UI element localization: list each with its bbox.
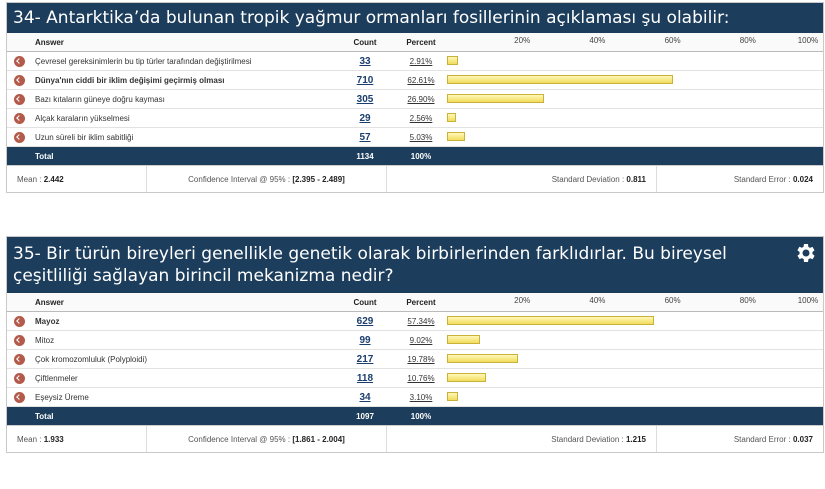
percent-value: 5.03% (409, 132, 433, 142)
percent-bar (447, 75, 673, 84)
percent-header: Percent (395, 293, 447, 312)
answer-header: Answer (31, 293, 335, 312)
percent-value: 3.10% (409, 392, 433, 402)
percent-bar (447, 113, 456, 122)
count-link[interactable]: 118 (356, 372, 374, 384)
answer-icon (14, 392, 25, 403)
answer-label: Çok kromozomluluk (Polyploidi) (31, 350, 335, 369)
answer-icon (14, 335, 25, 346)
question-panel-35 (6, 236, 824, 453)
confidence-interval-stat: Confidence Interval @ 95% : [1.861 - 2.004] (147, 426, 387, 452)
percent-bar (447, 354, 518, 363)
scale-tick-40: 40% (589, 296, 606, 305)
table-row (7, 331, 823, 350)
answer-label: Eşeysiz Üreme (31, 388, 335, 407)
total-label: Total (31, 407, 335, 426)
scale-header (447, 293, 823, 312)
scale-header (447, 33, 823, 52)
total-count: 1134 (335, 147, 395, 166)
count-header: Count (335, 33, 395, 52)
scale-tick-60: 60% (664, 36, 681, 45)
percent-bar (447, 56, 458, 65)
question-panel-34 (6, 2, 824, 193)
scale-tick-40: 40% (589, 36, 606, 45)
percent-value: 2.91% (409, 56, 433, 66)
percent-value: 62.61% (407, 75, 435, 85)
table-header-row (7, 293, 823, 312)
confidence-interval-stat: Confidence Interval @ 95% : [2.395 - 2.489] (147, 166, 387, 192)
count-link[interactable]: 710 (356, 74, 374, 86)
answer-label: Bazı kıtaların güneye doğru kayması (31, 90, 335, 109)
total-percent: 100% (395, 147, 447, 166)
total-row (7, 407, 823, 426)
count-link[interactable]: 217 (356, 353, 374, 365)
answer-label: Mitoz (31, 331, 335, 350)
count-link[interactable]: 57 (359, 131, 371, 143)
answer-icon (14, 373, 25, 384)
count-link[interactable]: 629 (356, 315, 374, 327)
answer-icon (14, 113, 25, 124)
scale-tick-100: 100% (797, 36, 819, 45)
answer-label: Mayoz (31, 312, 335, 331)
table-row (7, 388, 823, 407)
count-link[interactable]: 99 (359, 334, 371, 346)
answer-icon (14, 56, 25, 67)
mean-stat: Mean : 1.933 (7, 426, 147, 452)
answer-label: Uzun süreli bir iklim sabitliği (31, 128, 335, 147)
standard-error-stat: Standard Error : 0.024 (733, 174, 813, 184)
question-title (7, 3, 823, 33)
percent-value: 9.02% (409, 335, 433, 345)
percent-bar (447, 373, 486, 382)
answer-icon (14, 354, 25, 365)
results-table (7, 293, 823, 425)
answer-label: Çiftlenmeler (31, 369, 335, 388)
percent-bar (447, 392, 458, 401)
table-row (7, 109, 823, 128)
percent-value: 19.78% (407, 354, 435, 364)
statistics-bar (7, 165, 823, 192)
answer-header: Answer (31, 33, 335, 52)
answer-icon (14, 132, 25, 143)
percent-value: 2.56% (409, 113, 433, 123)
statistics-bar (7, 425, 823, 452)
table-header-row (7, 33, 823, 52)
answer-label: Alçak karaların yükselmesi (31, 109, 335, 128)
table-row (7, 52, 823, 71)
count-link[interactable]: 34 (359, 391, 371, 403)
answer-label: Dünya'nın ciddi bir iklim değişimi geçirmiş olması (31, 71, 335, 90)
total-percent: 100% (395, 407, 447, 426)
results-table (7, 33, 823, 165)
count-link[interactable]: 305 (356, 93, 374, 105)
percent-header: Percent (395, 33, 447, 52)
mean-stat: Mean : 2.442 (7, 166, 147, 192)
total-label: Total (31, 147, 335, 166)
standard-error-stat: Standard Error : 0.037 (733, 434, 813, 444)
percent-bar (447, 316, 654, 325)
standard-deviation-stat: Standard Deviation : 0.811 (387, 166, 657, 192)
table-row (7, 128, 823, 147)
percent-value: 10.76% (407, 373, 435, 383)
scale-tick-100: 100% (797, 296, 819, 305)
question-title-text: 35- Bir türün bireyleri genellikle genetik olarak birbirlerinden farklıdırlar. Bu bireysel çeşitliliği sağlayan birincil mekanizma nedir? (13, 244, 727, 286)
question-title-text: 34- Antarktika’da bulunan tropik yağmur ormanları fosillerinin açıklaması şu olabilir: (13, 8, 730, 28)
question-title (7, 237, 823, 293)
percent-bar (447, 94, 544, 103)
total-count: 1097 (335, 407, 395, 426)
percent-bar (447, 132, 465, 141)
percent-value: 57.34% (407, 316, 435, 326)
percent-bar (447, 335, 480, 344)
scale-tick-20: 20% (514, 296, 531, 305)
table-row (7, 312, 823, 331)
total-row (7, 147, 823, 166)
table-row (7, 90, 823, 109)
count-header: Count (335, 293, 395, 312)
scale-tick-60: 60% (664, 296, 681, 305)
standard-deviation-stat: Standard Deviation : 1.215 (387, 426, 657, 452)
table-row (7, 71, 823, 90)
answer-icon (14, 75, 25, 86)
scale-tick-80: 80% (739, 296, 756, 305)
answer-icon (14, 316, 25, 327)
table-row (7, 350, 823, 369)
answer-label: Çevresel gereksinimlerin bu tip türler tarafından değiştirilmesi (31, 52, 335, 71)
answer-icon (14, 94, 25, 105)
scale-tick-80: 80% (739, 36, 756, 45)
count-link[interactable]: 29 (359, 112, 371, 124)
count-link[interactable]: 33 (359, 55, 371, 67)
percent-value: 26.90% (407, 94, 435, 104)
scale-tick-20: 20% (514, 36, 531, 45)
table-row (7, 369, 823, 388)
gear-icon[interactable] (793, 241, 817, 265)
